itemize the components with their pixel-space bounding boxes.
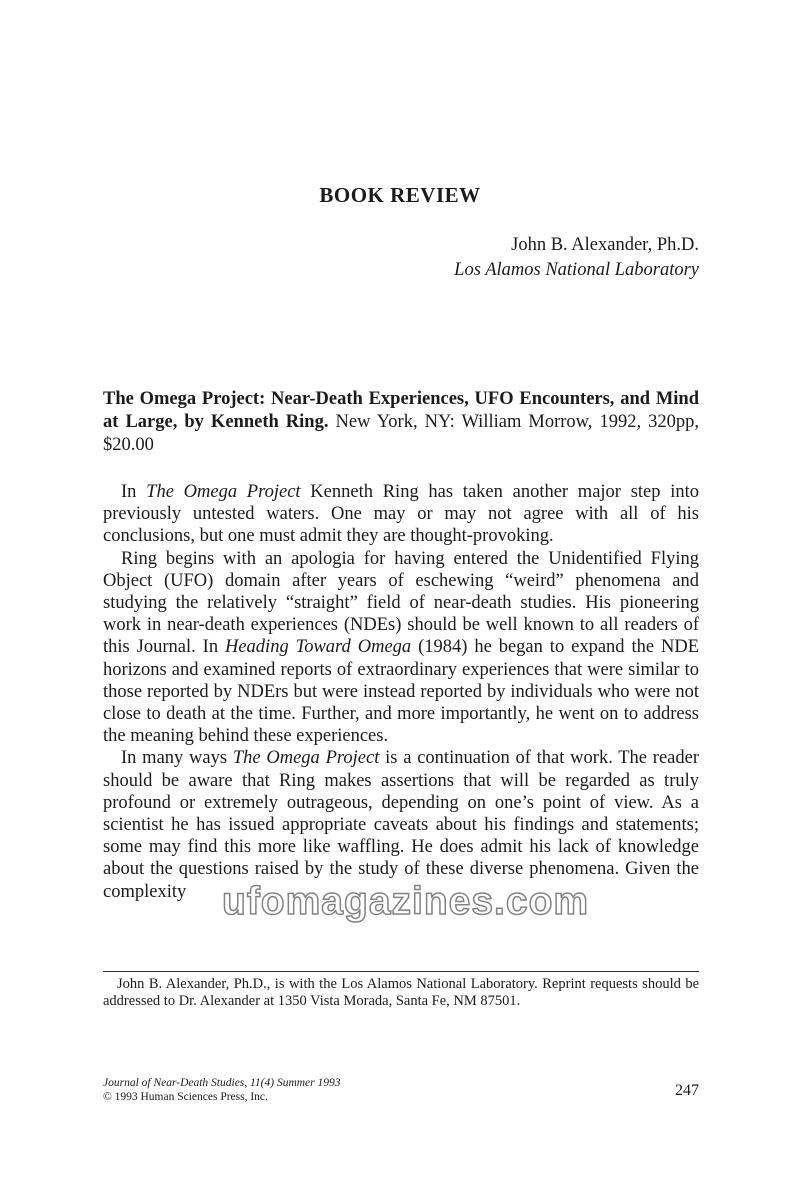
book-title-italic: Heading Toward Omega (224, 637, 412, 658)
author-footnote (103, 976, 699, 1010)
review-heading: BOOK REVIEW (319, 183, 481, 207)
author-affiliation: Los Alamos National Laboratory (454, 260, 699, 280)
book-citation (103, 388, 699, 457)
journal-footer (103, 1076, 341, 1104)
footnote-text: John B. Alexander, Ph.D., is with the Los Alamos National Laboratory. Reprint requests should be addressed to Dr. Alexander at 1350 Vista Morada, Santa Fe, NM 87501. (103, 976, 699, 1009)
footnote-divider (103, 971, 699, 972)
book-publication: New York, NY: William Morrow, 1992, 320pp, $20.00 (103, 412, 699, 455)
author-name: John B. Alexander, Ph.D. (511, 235, 699, 255)
book-title-italic: The Omega Project (232, 748, 380, 769)
book-title: The Omega Project: Near-Death Experiences, UFO Encounters, and Mind at Large, by Kenneth Ring. (103, 389, 699, 432)
review-body (103, 481, 699, 903)
book-title-italic: The Omega Project (146, 482, 301, 502)
site-watermark: ufomagazines.com (222, 880, 590, 923)
paragraph-2: Ring begins with an apologia for having entered the Unidentified Flying Object (UFO) domain after years of eschewing “weird” phenomena and studying the relatively “straight” field of near-death studies. His pioneering work in near-death experiences (NDEs) should be well known to all readers of this Journal. In Heading Toward Omega (1984) he began to expand the NDE horizons and examined reports of extraordinary experiences that were similar to those reported by NDErs but were instead reported by individuals who were not close to death at the time. Further, and more importantly, he went on to address the meaning behind these experiences. (103, 548, 699, 747)
journal-citation: Journal of Near-Death Studies, 11(4) Summer 1993 (103, 1077, 341, 1089)
paragraph-3: In many ways The Omega Project is a continuation of that work. The reader should be aware that Ring makes assertions that will be regarded as truly profound or extremely outrageous, depending on one’s point of view. As a scientist he has issued appropriate caveats about his findings and statements; some may find this more like waffling. He does admit his lack of knowledge about the questions raised by the study of these diverse phenomena. Given the complexity (103, 748, 699, 902)
copyright-line: © 1993 Human Sciences Press, Inc. (103, 1091, 268, 1103)
paragraph-1: In The Omega Project Kenneth Ring has taken another major step into previously untested waters. One may or may not agree with all of his conclusions, but one must admit they are thought-provoking. (103, 482, 699, 547)
author-block (454, 233, 699, 283)
page-number: 247 (675, 1082, 699, 1099)
